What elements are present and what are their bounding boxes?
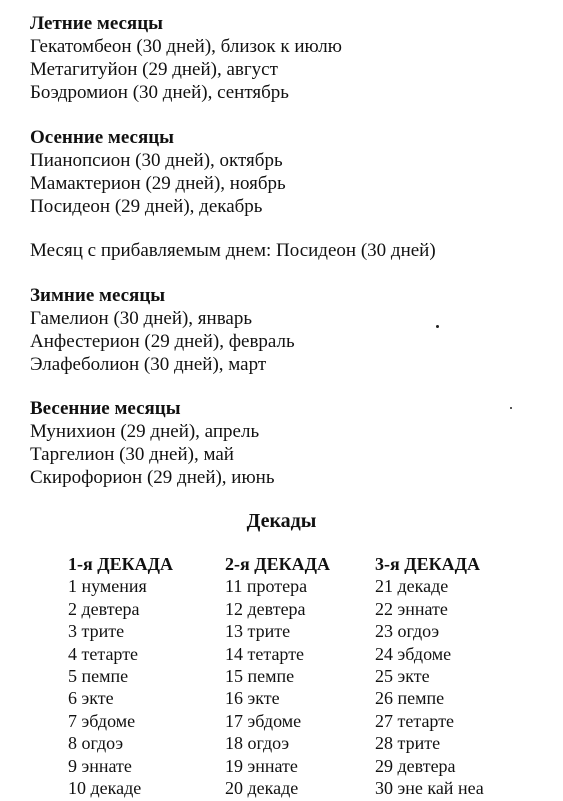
decade-day: 29 девтера	[375, 755, 456, 776]
intercalary-note	[30, 239, 550, 262]
decades-title: Декады	[246, 510, 317, 532]
decade-day: 30 эне кай неа	[375, 777, 484, 798]
spring-heading: Весенние месяцы	[30, 398, 181, 419]
decade-day: 16 экте	[225, 688, 280, 709]
decade-2-header: 2-я ДЕКАДА	[225, 554, 331, 574]
scan-speck	[436, 325, 439, 328]
decade-day: 20 декаде	[225, 777, 299, 798]
decade-day: 18 огдоэ	[225, 733, 290, 754]
decade-day: 15 пемпе	[225, 665, 295, 686]
decade-column-2	[225, 553, 330, 799]
decade-day: 22 эннате	[375, 598, 448, 619]
scan-speck	[510, 407, 512, 409]
winter-month-2: Анфестерион (29 дней), февраль	[30, 331, 295, 352]
decade-1-header: 1-я ДЕКАДА	[68, 554, 174, 574]
decade-day: 10 декаде	[68, 777, 142, 798]
summer-section	[30, 12, 550, 104]
decade-day: 23 огдоэ	[375, 621, 440, 642]
decade-day: 21 декаде	[375, 576, 449, 597]
spring-month-3: Скирофорион (29 дней), июнь	[30, 467, 275, 488]
spring-month-2: Таргелион (30 дней), май	[30, 444, 234, 465]
autumn-month-3: Посидеон (29 дней), декабрь	[30, 196, 263, 217]
decade-day: 8 огдоэ	[68, 733, 124, 754]
decade-day: 7 эбдоме	[68, 710, 136, 731]
decade-day: 12 девтера	[225, 598, 306, 619]
decade-day: 5 пемпе	[68, 665, 129, 686]
decade-day: 1 нумения	[68, 576, 147, 597]
decade-3-header: 3-я ДЕКАДА	[375, 554, 481, 574]
decade-day: 9 эннате	[68, 755, 132, 776]
summer-heading: Летние месяцы	[30, 13, 163, 34]
decade-day: 4 тетарте	[68, 643, 139, 664]
decade-day: 26 пемпе	[375, 688, 445, 709]
summer-month-3: Боэдромион (30 дней), сентябрь	[30, 82, 289, 103]
winter-section	[30, 284, 550, 376]
spring-section	[30, 397, 550, 489]
winter-heading: Зимние месяцы	[30, 285, 166, 306]
decade-day: 28 трите	[375, 733, 441, 754]
summer-month-2: Метагитуйон (29 дней), август	[30, 59, 278, 80]
decade-column-1	[68, 553, 173, 799]
decade-day: 2 девтера	[68, 598, 140, 619]
decade-day: 25 экте	[375, 665, 430, 686]
decade-day: 14 тетарте	[225, 643, 305, 664]
intercalary-text: Месяц с прибавляемым днем: Посидеон (30 дней)	[30, 240, 436, 261]
winter-month-1: Гамелион (30 дней), январь	[30, 308, 253, 329]
autumn-section	[30, 126, 550, 218]
autumn-month-2: Мамактерион (29 дней), ноябрь	[30, 173, 286, 194]
autumn-month-1: Пианопсион (30 дней), октябрь	[30, 150, 283, 171]
decade-day: 27 тетарте	[375, 710, 455, 731]
decade-day: 11 протера	[225, 576, 308, 597]
winter-month-3: Элафеболион (30 дней), март	[30, 354, 267, 375]
spring-month-1: Мунихион (29 дней), апрель	[30, 421, 260, 442]
summer-month-1: Гекатомбеон (30 дней), близок к июлю	[30, 36, 342, 57]
decade-day: 24 эбдоме	[375, 643, 452, 664]
decade-day: 19 эннате	[225, 755, 298, 776]
decade-day: 17 эбдоме	[225, 710, 302, 731]
decade-column-3	[375, 553, 484, 799]
decade-day: 3 трите	[68, 621, 125, 642]
decade-day: 6 экте	[68, 688, 114, 709]
decade-day: 13 трите	[225, 621, 291, 642]
autumn-heading: Осенние месяцы	[30, 127, 175, 148]
